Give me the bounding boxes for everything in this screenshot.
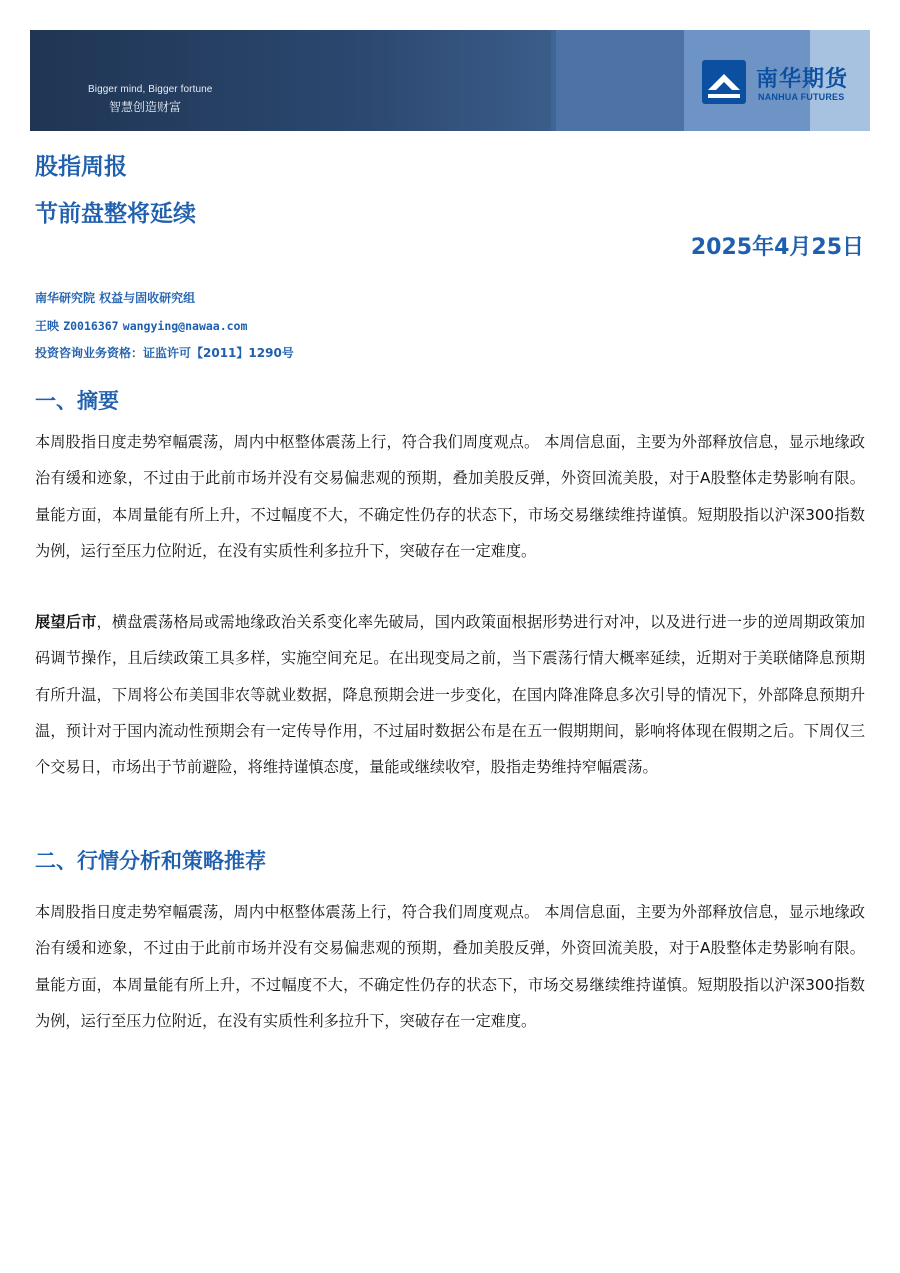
outlook-paragraph xyxy=(35,604,865,785)
paragraph-text: 本周股指日度走势窄幅震荡，周内中枢整体震荡上行，符合我们周度观点。 本周信息面，主要为外部释放信息，显示地缘政治有缓和迹象，不过由于此前市场并没有交易偏悲观的预期，叠加美股反弹，外资回流美股，对于A股整体走势影响有限。量能方面，本周量能有所上升，不过幅度不大，不确定性仍存的状态下，市场交易继续维持谨慎。短期股指以沪深300指数为例，运行至压力位附近，在没有实质性利多拉升下，突破存在一定难度。 xyxy=(35,433,865,560)
tagline xyxy=(88,84,212,115)
logo-text-en: NANHUA FUTURES xyxy=(758,92,845,102)
tagline-en: Bigger mind, Bigger fortune xyxy=(88,84,213,95)
logo-text-cn: 南华期货 xyxy=(756,67,849,92)
analyst-name: 王映 xyxy=(35,319,60,333)
paragraph-text: 本周股指日度走势窄幅震荡，周内中枢整体震荡上行，符合我们周度观点。 本周信息面，主要为外部释放信息，显示地缘政治有缓和迹象，不过由于此前市场并没有交易偏悲观的预期，叠加美股反弹，外资回流美股，对于A股整体走势影响有限。量能方面，本周量能有所上升，不过幅度不大，不确定性仍存的状态下，市场交易继续维持谨慎。短期股指以沪深300指数为例，运行至压力位附近，在没有实质性利多拉升下，突破存在一定难度。 xyxy=(35,903,865,1030)
summary-paragraph xyxy=(35,424,865,569)
analyst-id: Z0016367 xyxy=(63,319,119,333)
header-banner xyxy=(30,30,870,131)
report-headline: 节前盘整将延续 xyxy=(35,201,196,227)
company-logo xyxy=(702,60,862,108)
institute-line: 南华研究院 权益与固收研究组 xyxy=(35,291,196,305)
tagline-cn: 智慧创造财富 xyxy=(109,100,182,114)
report-category: 股指周报 xyxy=(35,154,127,180)
paragraph-lead: 展望后市 xyxy=(35,613,97,631)
qualification-line: 投资咨询业务资格：证监许可【2011】1290号 xyxy=(35,346,294,360)
analyst-email: wangying@nawaa.com xyxy=(122,319,248,333)
banner-band xyxy=(556,30,684,131)
analysis-paragraph xyxy=(35,894,865,1039)
report-date: 2025年4月25日 xyxy=(690,235,864,260)
section-heading-summary: 一、摘要 xyxy=(35,389,119,413)
paragraph-text: ，横盘震荡格局或需地缘政治关系变化率先破局，国内政策面根据形势进行对冲，以及进行进一步的逆周期政策加码调节操作，且后续政策工具多样，实施空间充足。在出现变局之前，当下震荡行情大概率延续，近期对于美联储降息预期有所升温，下周将公布美国非农等就业数据，降息预期会进一步变化，在国内降准降息多次引导的情况下，外部降息预期升温，预计对于国内流动性预期会有一定传导作用，不过届时数据公布是在五一假期期间，影响将体现在假期之后。下周仅三个交易日，市场出于节前避险，将维持谨慎态度，量能或继续收窄，股指走势维持窄幅震荡。 xyxy=(35,613,866,777)
nanhua-logo-icon xyxy=(702,60,746,104)
section-heading-analysis: 二、行情分析和策略推荐 xyxy=(35,849,266,873)
analyst-line xyxy=(35,317,247,334)
